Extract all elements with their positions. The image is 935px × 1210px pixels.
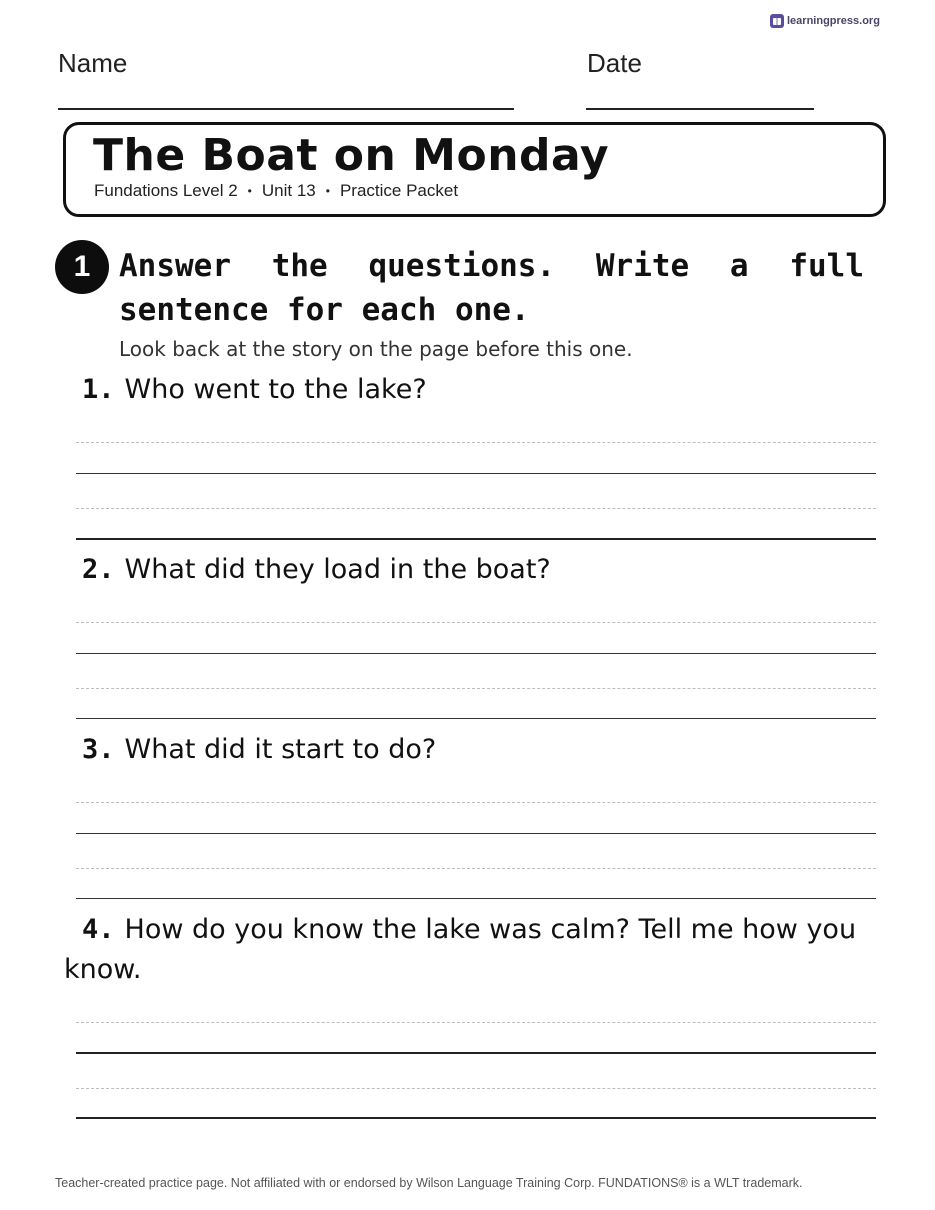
book-icon bbox=[770, 14, 784, 28]
date-label: Date bbox=[587, 48, 642, 78]
answer-guide-dashed bbox=[76, 1022, 876, 1023]
question-number: 4. bbox=[82, 914, 115, 945]
footer-disclaimer: Teacher-created practice page. Not affiliated with or endorsed by Wilson Language Training Corp. FUNDATIONS® is a WLT trademark. bbox=[55, 1176, 803, 1190]
question-text: What did it start to do? bbox=[124, 734, 437, 765]
answer-line[interactable] bbox=[76, 653, 876, 654]
page-title: The Boat on Monday bbox=[93, 130, 610, 181]
answer-line[interactable] bbox=[76, 538, 876, 540]
answer-line[interactable] bbox=[76, 718, 876, 719]
answer-line[interactable] bbox=[76, 833, 876, 834]
answer-line[interactable] bbox=[76, 898, 876, 899]
question-1 bbox=[64, 370, 864, 410]
answer-guide-dashed bbox=[76, 442, 876, 443]
step-number-badge: 1 bbox=[55, 240, 109, 294]
question-2 bbox=[64, 550, 864, 590]
subtitle-separator: • bbox=[247, 184, 252, 198]
name-label: Name bbox=[58, 48, 128, 78]
question-number: 1. bbox=[82, 374, 115, 405]
brand-text: learningpress.org bbox=[787, 15, 880, 27]
subtitle-unit: Unit 13 bbox=[261, 181, 316, 200]
answer-guide-dashed bbox=[76, 622, 876, 623]
step-instruction: Answer the questions. Write a full sentence for each one. bbox=[119, 248, 864, 328]
subtitle bbox=[94, 181, 458, 201]
subtitle-packet: Practice Packet bbox=[339, 181, 459, 200]
question-number: 3. bbox=[82, 734, 115, 765]
subtitle-separator: • bbox=[325, 184, 330, 198]
answer-guide-dashed bbox=[76, 508, 876, 509]
question-4 bbox=[64, 910, 864, 990]
answer-guide-dashed bbox=[76, 802, 876, 803]
answer-line[interactable] bbox=[76, 473, 876, 474]
name-write-line[interactable] bbox=[58, 108, 514, 110]
question-number: 2. bbox=[82, 554, 115, 585]
question-text: Who went to the lake? bbox=[124, 374, 427, 405]
answer-line[interactable] bbox=[76, 1052, 876, 1054]
question-text: How do you know the lake was calm? Tell me how you know. bbox=[64, 914, 857, 985]
title-box bbox=[63, 122, 886, 217]
date-write-line[interactable] bbox=[586, 108, 814, 110]
answer-line[interactable] bbox=[76, 1117, 876, 1119]
step-hint: Look back at the story on the page before this one. bbox=[119, 337, 633, 361]
answer-guide-dashed bbox=[76, 1088, 876, 1089]
answer-guide-dashed bbox=[76, 868, 876, 869]
brand-logo bbox=[770, 13, 880, 29]
question-text: What did they load in the boat? bbox=[124, 554, 551, 585]
answer-guide-dashed bbox=[76, 688, 876, 689]
subtitle-level: Fundations Level 2 bbox=[94, 181, 238, 200]
question-3 bbox=[64, 730, 864, 770]
